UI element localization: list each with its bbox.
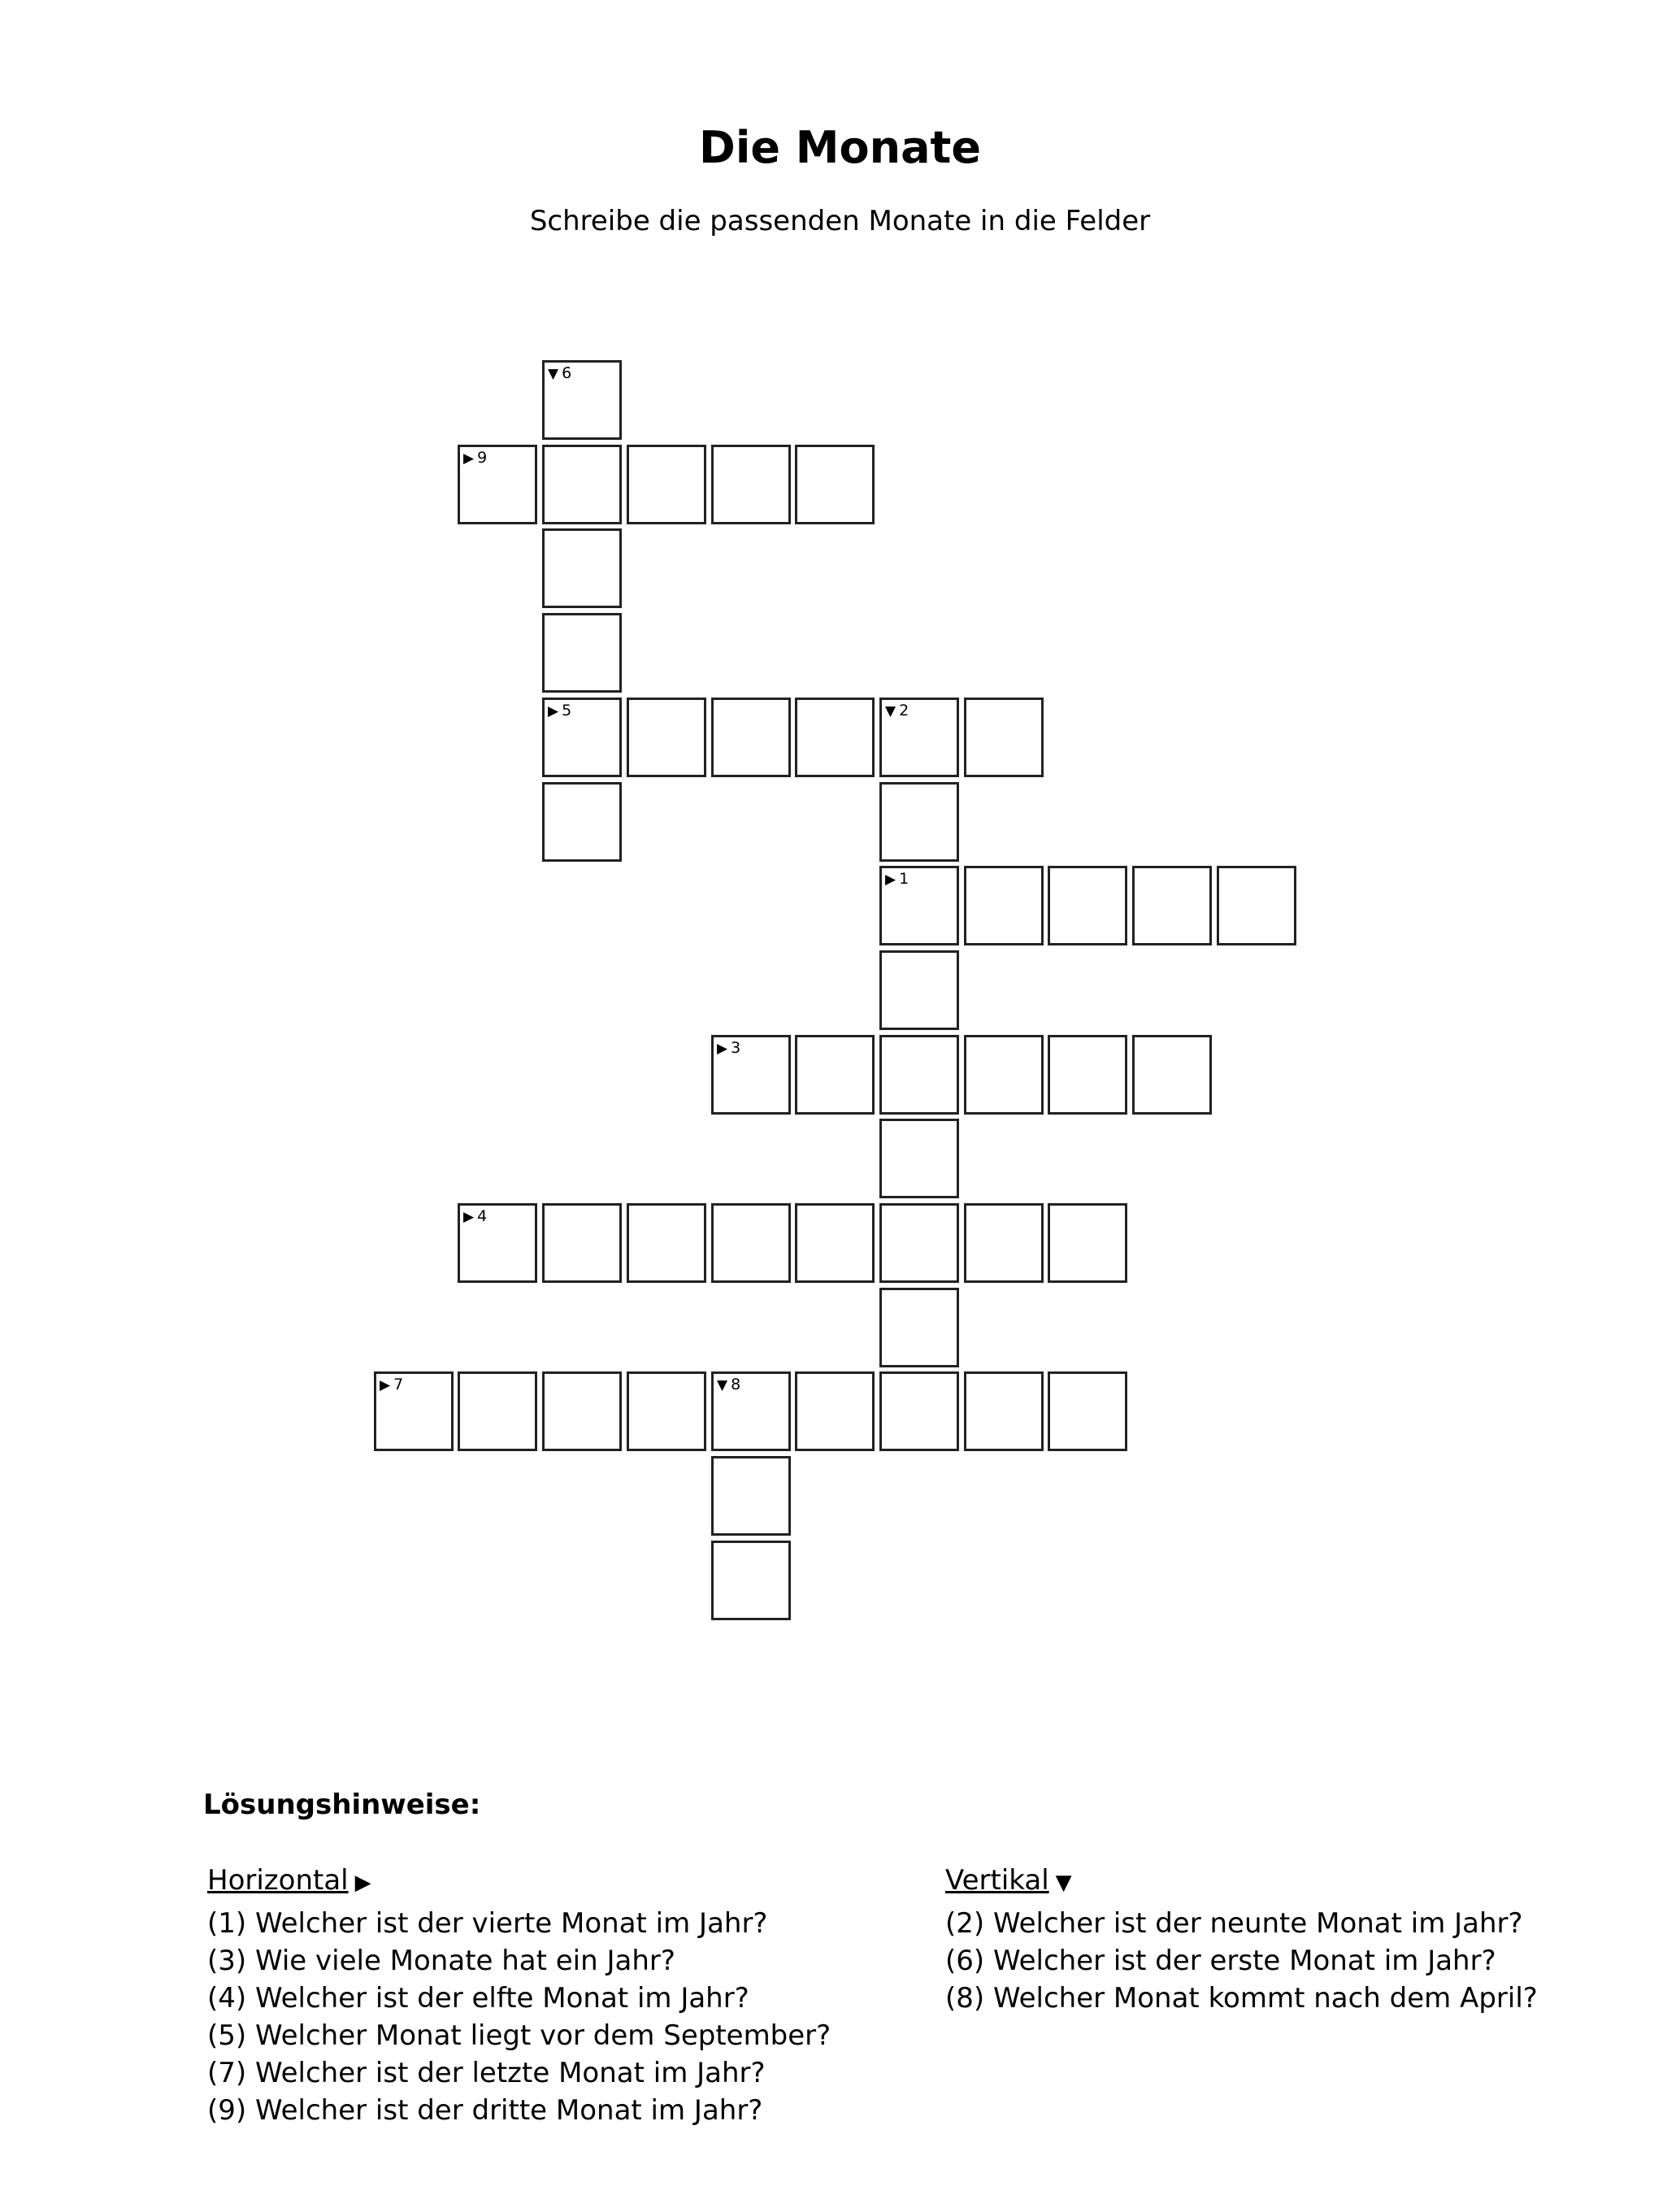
clue-number-text: 2 [899,702,909,719]
crossword-cell[interactable] [795,445,875,524]
clue-horizontal-5: (5) Welcher Monat liegt vor dem September? [207,2019,831,2052]
clue-horizontal-7: (7) Welcher ist der letzte Monat im Jahr? [207,2057,766,2089]
crossword-cell[interactable] [711,445,791,524]
arrow-right-icon: ▶ [548,703,559,719]
crossword-cell[interactable] [964,1203,1044,1283]
crossword-cell[interactable] [542,360,622,440]
crossword-cell[interactable] [879,950,959,1030]
crossword-cell[interactable] [542,445,622,524]
crossword-cell[interactable] [458,445,537,524]
crossword-cell[interactable] [879,782,959,862]
crossword-cell[interactable] [458,1371,537,1451]
vertical-clue-list [945,1905,1538,2017]
arrow-right-icon: ▶ [380,1377,391,1393]
clue-number-text: 1 [899,870,909,888]
crossword-cell[interactable] [711,1541,791,1620]
crossword-cell[interactable] [879,1288,959,1367]
hints-heading: Lösungshinweise: [203,1789,481,1821]
clue-number [548,364,571,382]
crossword-cell[interactable] [964,1035,1044,1115]
clue-number [463,449,487,467]
crossword-cell[interactable] [879,1035,959,1115]
crossword-cell[interactable] [1048,1035,1127,1115]
crossword-cell[interactable] [374,1371,454,1451]
crossword-cell[interactable] [795,698,875,777]
clue-number-text: 7 [393,1376,404,1393]
clue-horizontal-3: (3) Wie viele Monate hat ein Jahr? [207,1945,675,1977]
crossword-cell[interactable] [1048,1203,1127,1283]
arrow-right-icon: ▶ [354,1871,371,1895]
crossword-cell[interactable] [879,866,959,945]
clue-number [717,1376,740,1393]
crossword-cell[interactable] [1132,1035,1212,1115]
crossword-cell[interactable] [795,1371,875,1451]
clue-number-text: 6 [562,364,572,382]
arrow-right-icon: ▶ [463,1209,475,1225]
clue-vertical-8: (8) Welcher Monat kommt nach dem April? [945,1982,1538,2015]
crossword-cell[interactable] [711,698,791,777]
crossword-cell[interactable] [627,1203,706,1283]
crossword-cell[interactable] [1132,866,1212,945]
page-title: Die Monate [699,122,981,173]
crossword-cell[interactable] [542,698,622,777]
arrow-right-icon: ▶ [885,871,896,888]
arrow-down-icon: ▼ [1055,1871,1072,1895]
crossword-cell[interactable] [1217,866,1296,945]
crossword-cell[interactable] [458,1203,537,1283]
horizontal-heading [207,1864,371,1897]
vertical-heading [945,1864,1072,1897]
clue-vertical-2: (2) Welcher ist der neunte Monat im Jahr? [945,1907,1523,1940]
clue-number-text: 8 [731,1376,741,1393]
arrow-down-icon: ▼ [885,703,896,719]
horizontal-clue-list [207,1905,831,2129]
clue-horizontal-9: (9) Welcher ist der dritte Monat im Jahr? [207,2094,763,2127]
crossword-cell[interactable] [964,1371,1044,1451]
clue-number [463,1207,487,1225]
clue-number-text: 4 [477,1207,488,1225]
clue-vertical-6: (6) Welcher ist der erste Monat im Jahr? [945,1945,1496,1977]
arrow-right-icon: ▶ [463,450,475,467]
crossword-cell[interactable] [795,1035,875,1115]
arrow-down-icon: ▼ [548,366,559,382]
crossword-cell[interactable] [964,698,1044,777]
clue-number [380,1376,403,1393]
crossword-cell[interactable] [542,1203,622,1283]
arrow-right-icon: ▶ [717,1041,728,1057]
clue-number-text: 9 [477,449,488,467]
clue-horizontal-1: (1) Welcher ist der vierte Monat im Jahr? [207,1907,768,1940]
crossword-cell[interactable] [711,1371,791,1451]
page-subtitle: Schreibe die passenden Monate in die Felder [529,205,1151,237]
crossword-cell[interactable] [879,1119,959,1198]
clue-number [885,870,909,888]
arrow-down-icon: ▼ [717,1377,728,1393]
vertical-heading-label: Vertikal [945,1864,1049,1897]
crossword-cell[interactable] [964,866,1044,945]
crossword-cell[interactable] [711,1035,791,1115]
crossword-cell[interactable] [1048,866,1127,945]
crossword-cell[interactable] [879,1371,959,1451]
crossword-cell[interactable] [542,782,622,862]
crossword-cell[interactable] [542,1371,622,1451]
clue-number [885,702,909,719]
crossword-cell[interactable] [627,698,706,777]
clue-number [717,1039,740,1057]
crossword-cell[interactable] [879,1203,959,1283]
crossword-cell[interactable] [542,613,622,693]
crossword-cell[interactable] [795,1203,875,1283]
clue-number-text: 3 [731,1039,741,1057]
crossword-cell[interactable] [627,445,706,524]
crossword-cell[interactable] [627,1371,706,1451]
clue-number [548,702,571,719]
crossword-cell[interactable] [542,528,622,608]
clue-number-text: 5 [562,702,572,719]
clue-horizontal-4: (4) Welcher ist der elfte Monat im Jahr? [207,1982,749,2015]
crossword-cell[interactable] [711,1203,791,1283]
crossword-cell[interactable] [1048,1371,1127,1451]
crossword-cell[interactable] [879,698,959,777]
horizontal-heading-label: Horizontal [207,1864,349,1897]
crossword-cell[interactable] [711,1456,791,1536]
